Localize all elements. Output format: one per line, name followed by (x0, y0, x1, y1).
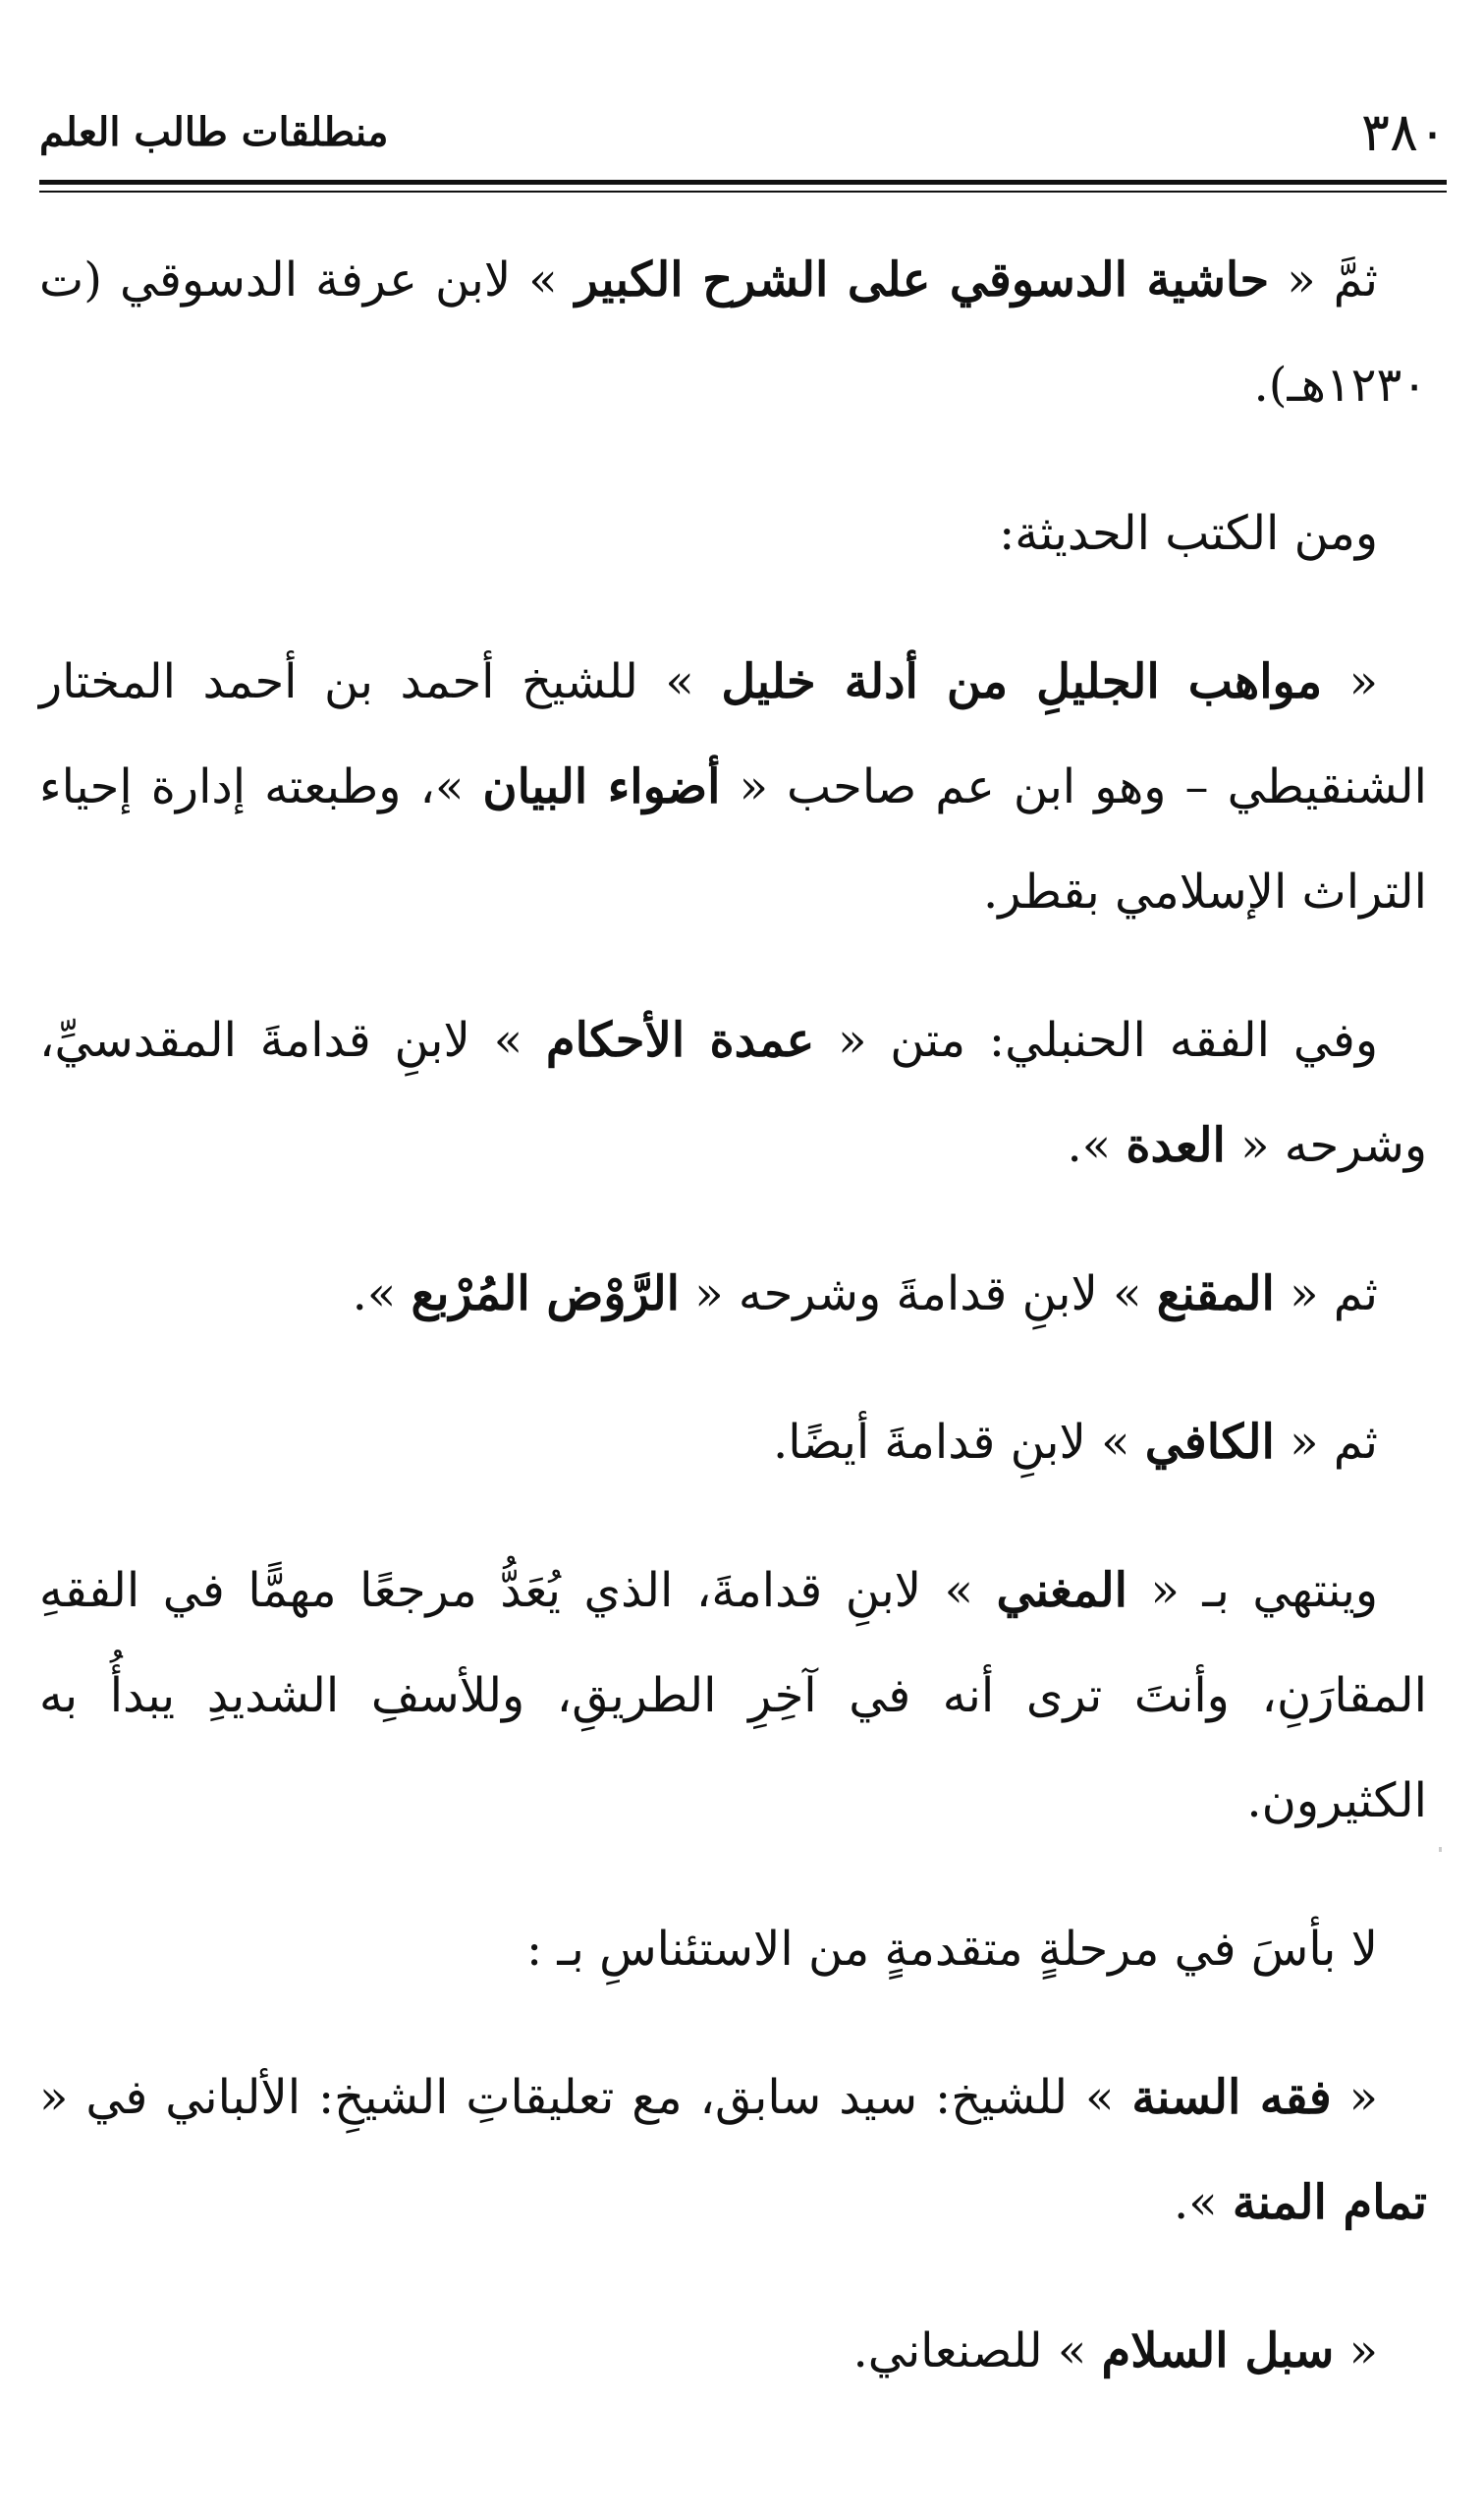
header-rule-thin (39, 191, 1447, 193)
book-title: فقه السنة (1131, 2070, 1332, 2125)
paragraph-dusuqi-hashiya: ثمَّ « حاشية الدسوقي على الشرح الكبير » لابن عرفة الدسوقي (ت ١٢٣٠هـ). (39, 252, 1427, 413)
book-title: حاشية الدسوقي على الشرح الكبير (575, 252, 1270, 308)
book-title: سبل السلام (1101, 2323, 1335, 2378)
running-title: منطلقات طالب العلم (39, 109, 389, 155)
book-title: الرَّوْض المُرْبع (411, 1266, 681, 1321)
page-header (39, 93, 1447, 172)
body-text (39, 228, 1427, 2447)
header-rule-thick (39, 180, 1447, 185)
book-title: المقنع (1156, 1266, 1275, 1321)
book-title: أضواء البيان (482, 759, 721, 814)
paragraph-kafi: ثم « الكافي » لابنِ قدامةَ أيضًا. (772, 1415, 1378, 1470)
paragraph-muqni: ثم « المقنع » لابنِ قدامةَ وشرحه « الرَّوْض المُرْبع ». (352, 1266, 1378, 1321)
paragraph-mughni: وينتهي بـ « المغني » لابنِ قدامةَ، الذي يُعَدُّ مرجعًا مهمًّا في الفقهِ المقارَنِ، وأنتَ ترى أنه في آخِرِ الطريقِ، وللأسفِ الشديدِ يبدأُ به الكثيرون. (39, 1563, 1428, 1828)
scan-speck (1439, 1847, 1442, 1852)
book-title: عمدة الأحكام (545, 1013, 815, 1068)
page-number: ٣٨٠ (1360, 101, 1447, 163)
book-title: العدة (1126, 1118, 1226, 1173)
book-title: المغني (996, 1563, 1127, 1618)
paragraph-hanbali-umdat: وفي الفقه الحنبلي: متن « عمدة الأحكام » لابنِ قدامةَ المقدسيِّ، وشرحه « العدة ». (39, 1013, 1427, 1173)
book-title: تمام المنة (1232, 2175, 1427, 2230)
book-title: مواهب الجليلِ من أدلة خليل (721, 654, 1323, 709)
book-title: الكافي (1144, 1415, 1275, 1470)
paragraph-fiqh-al-sunna: « فقه السنة » للشيخ: سيد سابق، مع تعليقاتِ الشيخِ: الألباني في « تمام المنة ». (39, 2070, 1427, 2230)
paragraph-subul-al-salam: « سبل السلام » للصنعاني. (852, 2323, 1378, 2378)
paragraph-modern-books-heading: ومن الكتب الحديثة: (999, 506, 1378, 561)
paragraph-advanced-stage: لا بأسَ في مرحلةٍ متقدمةٍ من الاستئناسِ بـ : (525, 1922, 1378, 1977)
paragraph-mawahib-al-jalil: « مواهب الجليلِ من أدلة خليل » للشيخ أحمد بن أحمد المختار الشنقيطي – وهو ابن عم صاحب « أضواء البيان »، وطبعته إدارة إحياء التراث الإسلامي بقطر. (39, 654, 1428, 920)
